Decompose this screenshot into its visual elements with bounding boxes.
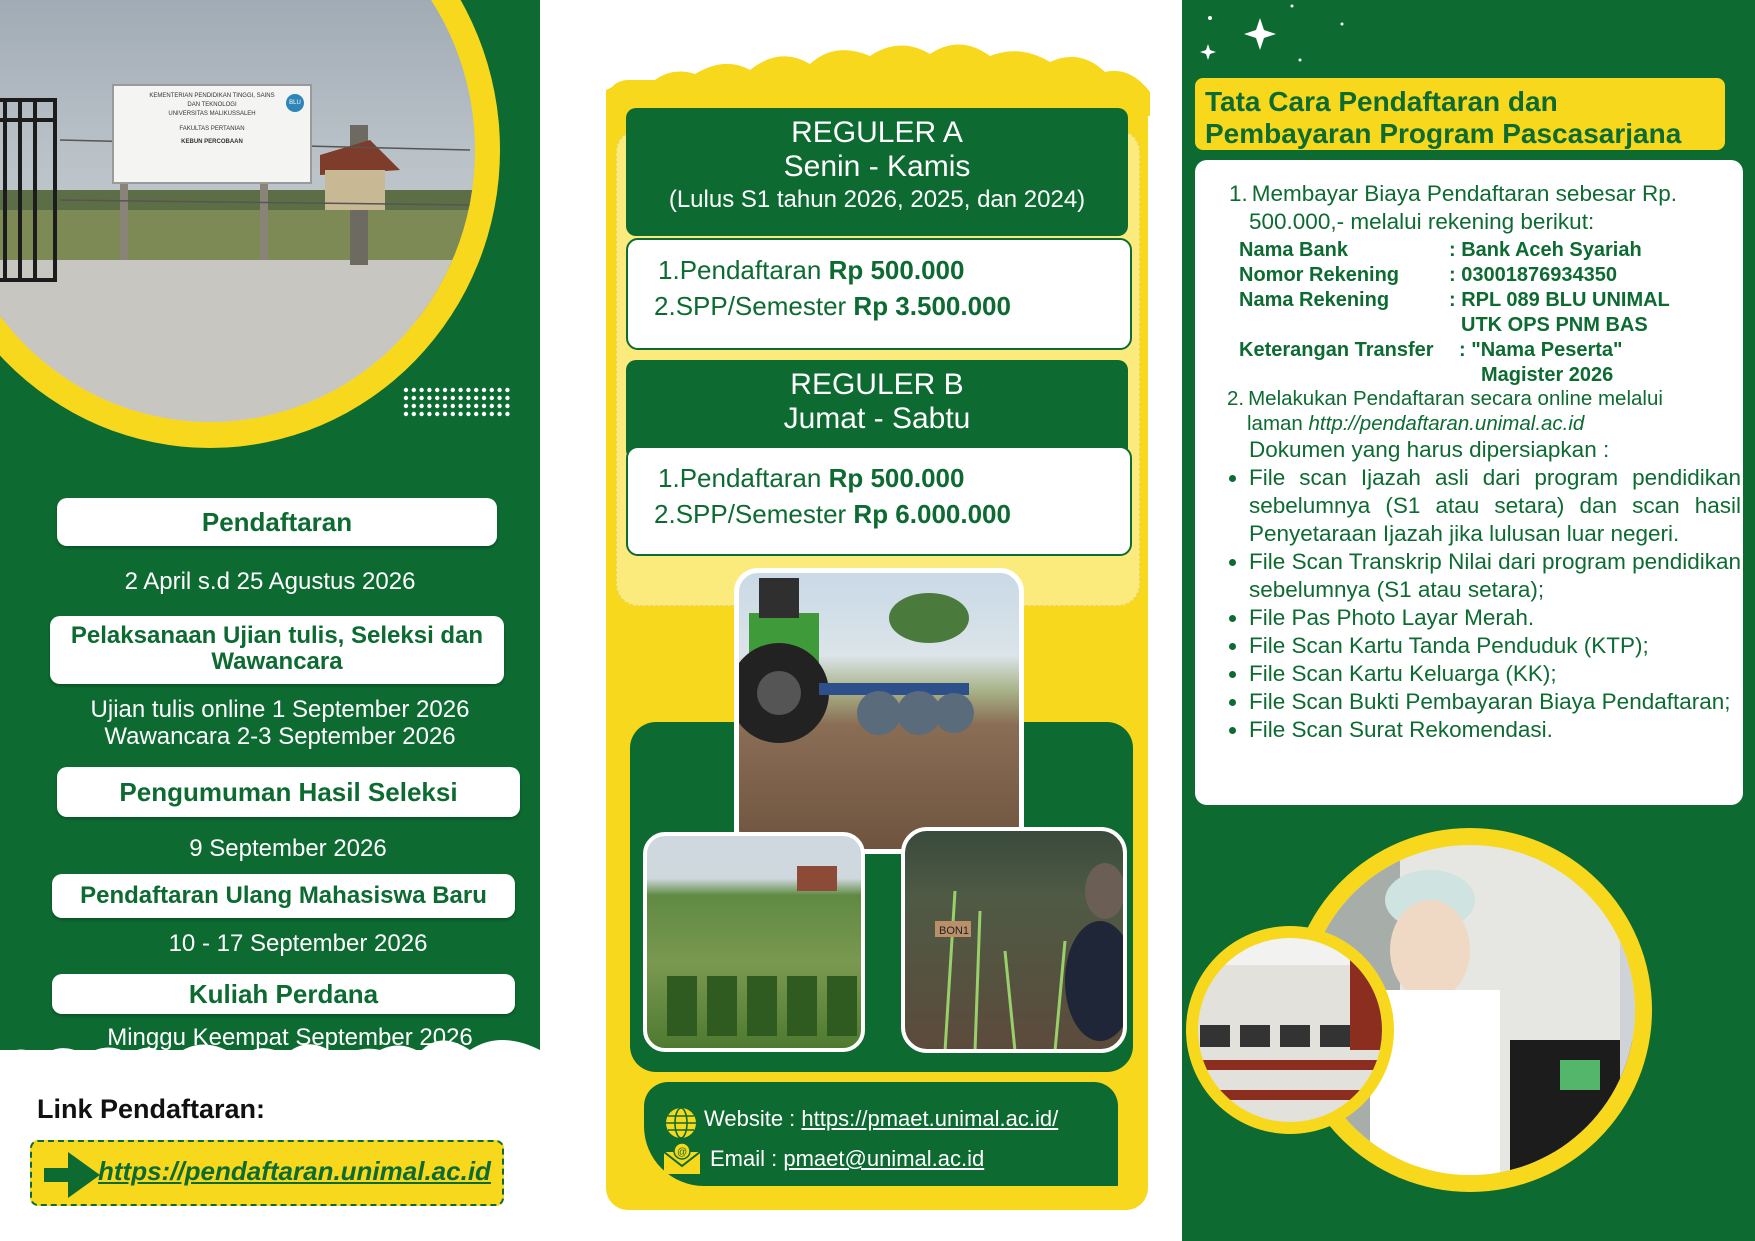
fee-num: 2. bbox=[654, 499, 676, 529]
bank-value: : 03001876934350 bbox=[1449, 264, 1617, 286]
step-number: 2. bbox=[1227, 387, 1245, 410]
step-1 bbox=[1229, 180, 1677, 208]
fee-num: 2. bbox=[654, 291, 676, 321]
doc-item: • File scan Ijazah asli dari program pendidikan sebelumnya (S1 atau setara) dan scan hasil Penyetaraan Ijazah jika lulusan luar negeri. bbox=[1249, 464, 1741, 548]
reguler-a-note: (Lulus S1 tahun 2026, 2025, dan 2024) bbox=[668, 186, 1086, 213]
procedure-title-line: Tata Cara Pendaftaran dan bbox=[1205, 86, 1558, 117]
schedule-date-pendaftaran: 2 April s.d 25 Agustus 2026 bbox=[124, 568, 416, 595]
reguler-b-title: REGULER B bbox=[790, 368, 964, 401]
reguler-a-days: Senin - Kamis bbox=[783, 150, 971, 183]
step-2 bbox=[1227, 386, 1663, 411]
email-label: Email : bbox=[710, 1146, 784, 1171]
middle-cloud-top bbox=[600, 26, 1156, 116]
fee-label: SPP/Semester bbox=[675, 499, 854, 529]
fee-num: 1. bbox=[658, 255, 680, 285]
doc-item: • File Scan Transkrip Nilai dari program pendidikan sebelumnya (S1 atau setara); bbox=[1249, 548, 1741, 604]
reguler-b-days: Jumat - Sabtu bbox=[783, 402, 971, 435]
dot-grid-decoration bbox=[402, 386, 512, 420]
bank-value: : "Nama Peserta" bbox=[1459, 339, 1623, 361]
email-icon bbox=[662, 1142, 702, 1176]
schedule-date-pengumuman: 9 September 2026 bbox=[189, 835, 387, 862]
fee-row bbox=[654, 288, 1011, 324]
plots-illustration bbox=[647, 836, 865, 1052]
fee-num: 1. bbox=[658, 463, 680, 493]
procedure-title-line: Pembayaran Program Pascasarjana bbox=[1205, 118, 1682, 149]
bank-value: : Bank Aceh Syariah bbox=[1449, 239, 1642, 261]
tractor-illustration bbox=[739, 573, 1024, 854]
contact-box bbox=[644, 1082, 1118, 1186]
step-2-cont bbox=[1247, 411, 1584, 436]
website-label: Website : bbox=[704, 1106, 802, 1131]
fee-row bbox=[658, 460, 964, 496]
arrow-right-icon bbox=[44, 1152, 100, 1198]
blu-badge: BLU bbox=[286, 94, 304, 112]
website-link[interactable]: https://pmaet.unimal.ac.id/ bbox=[801, 1106, 1059, 1131]
schedule-date-kuliah-perdana: Minggu Keempat September 2026 bbox=[107, 1024, 473, 1051]
fee-amount: Rp 3.500.000 bbox=[853, 291, 1011, 321]
onion-field-illustration bbox=[905, 831, 1127, 1053]
step-number: 1. bbox=[1229, 181, 1248, 206]
website-row bbox=[704, 1106, 1058, 1132]
schedule-title-kuliah-perdana: Kuliah Perdana bbox=[52, 974, 515, 1014]
doc-item: • File Scan Bukti Pembayaran Biaya Pendaftaran; bbox=[1249, 688, 1741, 716]
fee-amount: Rp 6.000.000 bbox=[853, 499, 1011, 529]
doc-item: • File Scan Kartu Tanda Penduduk (KTP); bbox=[1249, 632, 1741, 660]
garden-photo-frame bbox=[0, 0, 540, 450]
plot-sign: BON1 bbox=[939, 925, 969, 937]
reguler-a-header bbox=[626, 108, 1128, 236]
globe-icon bbox=[664, 1106, 698, 1140]
step-1-cont: 500.000,- melalui rekening berikut: bbox=[1249, 209, 1595, 234]
reguler-b-fees bbox=[626, 446, 1132, 556]
email-link[interactable]: pmaet@unimal.ac.id bbox=[783, 1146, 985, 1171]
tractor-photo bbox=[734, 568, 1024, 854]
plots-photo bbox=[643, 832, 865, 1052]
step-text: laman bbox=[1247, 412, 1309, 435]
schedule-title-pendaftaran: Pendaftaran bbox=[57, 498, 497, 546]
bank-row-cont: Magister 2026 bbox=[1481, 364, 1614, 386]
schedule-title-daftar-ulang: Pendaftaran Ulang Mahasiswa Baru bbox=[52, 874, 515, 918]
schedule-title-pengumuman: Pengumuman Hasil Seleksi bbox=[57, 767, 520, 817]
reguler-a-title: REGULER A bbox=[791, 116, 963, 149]
onion-field-photo bbox=[901, 827, 1127, 1053]
step-text: Melakukan Pendaftaran secara online melalui bbox=[1248, 387, 1663, 410]
bank-details bbox=[1239, 238, 1670, 388]
bank-row bbox=[1239, 288, 1670, 313]
garden-sign bbox=[112, 84, 312, 184]
doc-item: • File Scan Kartu Keluarga (KK); bbox=[1249, 660, 1741, 688]
bank-value: : RPL 089 BLU UNIMAL bbox=[1449, 289, 1670, 311]
schedule-title-ujian: Pelaksanaan Ujian tulis, Seleksi dan Wawancara bbox=[50, 616, 504, 684]
bank-row bbox=[1239, 238, 1670, 263]
fee-label: Pendaftaran bbox=[679, 255, 829, 285]
reguler-b-header bbox=[626, 360, 1128, 460]
bank-label: Nama Rekening bbox=[1239, 289, 1390, 311]
docs-title: Dokumen yang harus dipersiapkan : bbox=[1249, 437, 1610, 462]
bank-label: Nomor Rekening bbox=[1239, 264, 1400, 286]
bank-row bbox=[1239, 263, 1670, 288]
fee-row bbox=[658, 252, 964, 288]
schedule-date-wawancara: Wawancara 2-3 September 2026 bbox=[104, 723, 456, 750]
docs-list bbox=[1221, 464, 1741, 744]
bank-row-cont: UTK OPS PNM BAS bbox=[1461, 314, 1648, 336]
procedure-title bbox=[1195, 78, 1725, 150]
link-box[interactable] bbox=[30, 1140, 504, 1206]
sign-line: UNIVERSITAS MALIKUSSALEH bbox=[168, 111, 256, 117]
fee-label: SPP/Semester bbox=[675, 291, 854, 321]
left-panel bbox=[0, 0, 540, 1241]
email-row bbox=[710, 1146, 984, 1172]
bank-label: Keterangan Transfer bbox=[1239, 339, 1434, 361]
doc-item: • File Scan Surat Rekomendasi. bbox=[1249, 716, 1741, 744]
bank-label: Nama Bank bbox=[1239, 239, 1348, 261]
schedule-date-ujian-tulis: Ujian tulis online 1 September 2026 bbox=[90, 696, 470, 723]
doc-item: • File Pas Photo Layar Merah. bbox=[1249, 604, 1741, 632]
fee-label: Pendaftaran bbox=[679, 463, 829, 493]
sign-line: KEMENTERIAN PENDIDIKAN TINGGI, SAINS bbox=[149, 93, 275, 99]
link-label: Link Pendaftaran: bbox=[37, 1094, 266, 1124]
registration-link[interactable]: https://pendaftaran.unimal.ac.id bbox=[98, 1156, 491, 1186]
fee-row bbox=[654, 496, 1011, 532]
bank-row bbox=[1239, 338, 1670, 363]
fee-amount: Rp 500.000 bbox=[828, 255, 965, 285]
procedure-box bbox=[1195, 160, 1743, 805]
sign-line: KEBUN PERCOBAAN bbox=[181, 139, 243, 145]
right-photos bbox=[1180, 820, 1755, 1241]
schedule-date-daftar-ulang: 10 - 17 September 2026 bbox=[168, 930, 428, 957]
reguler-a-fees bbox=[626, 238, 1132, 350]
svg-text:@: @ bbox=[677, 1147, 688, 1158]
sign-line: FAKULTAS PERTANIAN bbox=[179, 126, 245, 132]
sparkle-icon bbox=[1190, 0, 1350, 70]
registration-url[interactable]: http://pendaftaran.unimal.ac.id bbox=[1308, 412, 1585, 435]
fee-amount: Rp 500.000 bbox=[828, 463, 965, 493]
step-text: Membayar Biaya Pendaftaran sebesar Rp. bbox=[1251, 181, 1677, 206]
sign-line: DAN TEKNOLOGI bbox=[187, 102, 237, 108]
